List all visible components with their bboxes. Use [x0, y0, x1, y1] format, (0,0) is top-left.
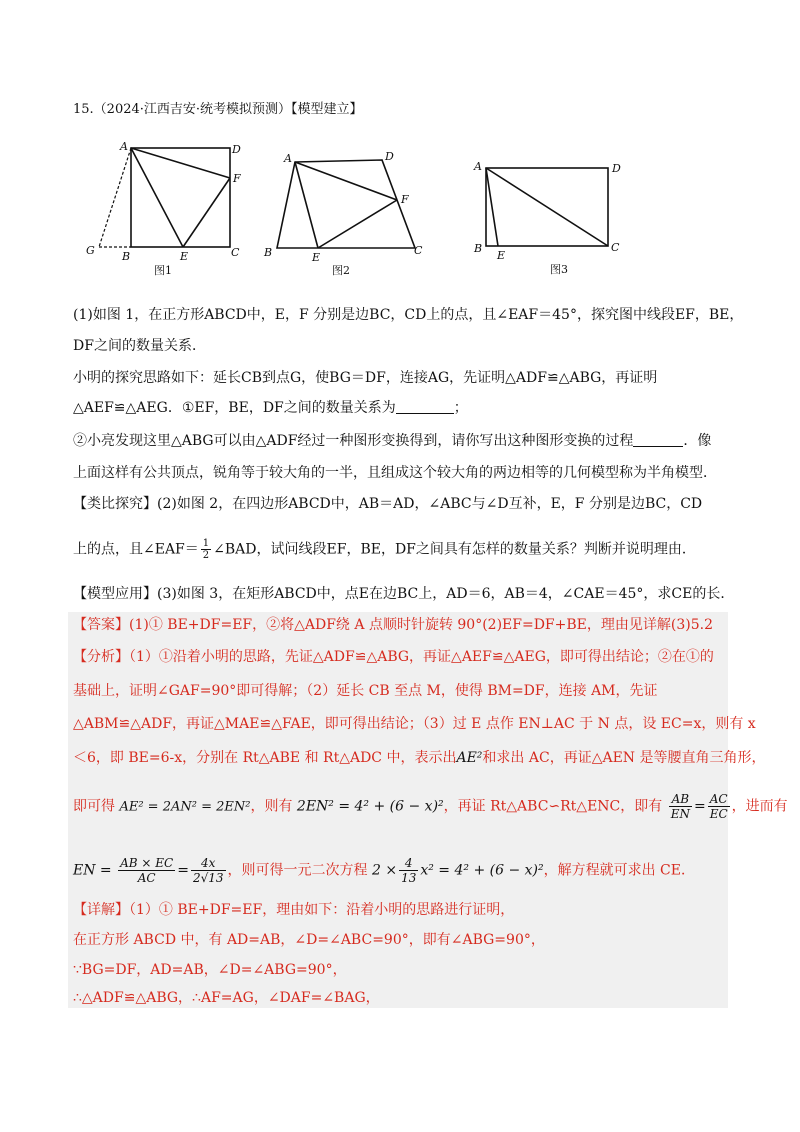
analysis-line-5-end: ，进而有 [731, 798, 788, 815]
fig1-label-A: A [120, 140, 128, 153]
fig3-label-C: C [611, 241, 620, 254]
figure-3 [470, 155, 640, 275]
question-line-8-end: ∠BAD，试问线段EF，BE，DF之间具有怎样的数量关系？判断并说明理由． [213, 541, 696, 558]
question-line-4-end: ； [453, 400, 468, 416]
question-line-8 [73, 538, 696, 561]
detail-line-4: ∴△ADF≌△ABG，∴AF=AG，∠DAF=∠BAG， [73, 990, 380, 1006]
analysis-line-5-text: 即可得 [73, 798, 115, 815]
figure-2 [260, 148, 430, 278]
analysis-line-3: △ABM≌△ADF，再证△MAE≌△FAE，即可得出结论；（3）过 E 点作 EN⊥AC 于 N 点，设 EC=x，则有 x [73, 716, 756, 732]
answer-panel [68, 612, 788, 1008]
frac-4: 4 [399, 856, 418, 871]
analysis-line-6 [73, 856, 695, 885]
question-line-3: 小明的探究思路如下：延长CB到点G，使BG＝DF，连接AG，先证明△ADF≌△ABG，再证明 [73, 370, 658, 386]
question-line-7: 【类比探究】(2)如图 2，在四边形ABCD中，AB＝AD，∠ABC与∠D互补，E，F 分别是边BC，CD [73, 496, 703, 512]
answer-line: 【答案】(1)① BE+DF=EF，②将△ADF绕 A 点顺时针旋转 90°(2)EF=DF+BE，理由见详解(3)5.2 [73, 617, 713, 633]
fig3-label-B: B [474, 242, 483, 255]
analysis-line-2: 基础上，证明∠GAF=90°即可得解；（2）延长 CB 至点 M，使得 BM=DF，连接 AM，先证 [73, 683, 658, 699]
analysis-line-4-text: ＜6，即 BE=6-x，分别在 Rt△ABE 和 Rt△ADC 中，表示出 [73, 750, 457, 766]
fig1-label-F: F [233, 172, 241, 185]
figure-2-drawing [260, 148, 430, 278]
fig2-label-E: E [312, 251, 321, 264]
analysis-line-4 [73, 748, 766, 768]
question-header: 15.（2024·江西吉安·统考模拟预测）【模型建立】 [73, 102, 363, 117]
fig3-caption: 图3 [550, 263, 568, 276]
frac-2sqrt13: 2√13 [192, 871, 224, 885]
fraction-half [201, 538, 211, 561]
frac-4x: 4x [191, 856, 226, 871]
analysis-math-eq2: 2EN² = 4² + (6 − x)² [296, 798, 444, 815]
analysis-eq-sign-2: = [177, 862, 189, 879]
fig3-label-A: A [474, 160, 482, 173]
frac-ab: AB [669, 792, 692, 807]
question-line-5-end: ．像 [683, 433, 712, 449]
answer-blank-2[interactable] [633, 432, 683, 447]
analysis-frac-ac-ec [708, 792, 730, 821]
fig1-caption: 图1 [154, 264, 172, 277]
analysis-line-1: 【分析】（1）①沿着小明的思路，先证△ADF≌△ABG，再证△AEF≌△AEG，即可得出结论；②在①的 [73, 649, 714, 665]
analysis-line-6-end: ，解方程就可求出 CE． [543, 862, 695, 879]
answer-blank-1[interactable] [396, 399, 454, 414]
detail-line-2: 在正方形 ABCD 中，有 AD=AB，∠D=∠ABC=90°，即有∠ABG=90°， [73, 932, 545, 948]
figure-3-drawing [470, 155, 640, 275]
question-line-4 [73, 398, 468, 418]
fig1-label-B: B [122, 250, 131, 263]
analysis-line-4-end: 和求出 AC，再证△AEN 是等腰直角三角形， [482, 750, 766, 766]
fig2-caption: 图2 [332, 264, 350, 277]
fig2-label-B: B [264, 246, 273, 259]
question-line-9: 【模型应用】(3)如图 3，在矩形ABCD中，点E在边BC上，AD＝6，AB＝4，∠CAE＝45°，求CE的长． [73, 586, 735, 602]
analysis-line-5-mid2: ，再证 Rt△ABC∽Rt△ENC，即有 [443, 798, 663, 815]
question-line-5 [73, 431, 711, 451]
question-line-1: (1)如图 1，在正方形ABCD中，E，F 分别是边BC，CD上的点，且∠EAF＝45°，探究图中线段EF，BE， [73, 307, 744, 323]
frac-abec: AB × EC [120, 856, 174, 870]
fig2-label-A: A [284, 152, 292, 165]
analysis-math-ae2: AE² [456, 750, 483, 766]
fig1-label-G: G [86, 244, 95, 257]
analysis-math-en: EN = [73, 862, 112, 879]
analysis-math-eq1: AE² = 2AN² = 2EN² [119, 799, 251, 815]
frac-13: 13 [401, 871, 417, 885]
fig3-label-D: D [612, 162, 621, 175]
question-line-5-text: ②小亮发现这里△ABG可以由△ADF经过一种图形变换得到，请你写出这种图形变换的过程 [73, 433, 634, 449]
detail-line-3: ∵BG=DF，AD=AB，∠D=∠ABG=90°， [73, 962, 347, 978]
question-line-4-text: △AEF≌△AEG．①EF，BE，DF之间的数量关系为 [73, 400, 396, 416]
analysis-frac-ab-en [669, 792, 692, 821]
question-line-8-text: 上的点，且∠EAF＝ [73, 541, 199, 558]
detail-line-1: 【详解】（1）① BE+DF=EF，理由如下：沿着小明的思路进行证明， [73, 902, 515, 918]
analysis-math-quadratic: x² = 4² + (6 − x)² [420, 862, 544, 879]
analysis-frac-4-13 [399, 856, 418, 885]
analysis-line-6-mid: ，则可得一元二次方程 [227, 862, 368, 879]
fraction-half-den: 2 [202, 550, 210, 561]
fig1-label-E: E [180, 250, 189, 263]
fig2-label-F: F [401, 193, 409, 206]
fraction-half-num: 1 [202, 538, 210, 549]
analysis-math-2x: 2 × [371, 862, 398, 879]
analysis-line-5 [73, 792, 788, 821]
analysis-line-5-mid: ，则有 [250, 798, 293, 815]
frac-en: EN [670, 807, 690, 821]
frac-ac2: AC [137, 871, 156, 885]
frac-ec: EC [709, 807, 728, 821]
fig2-label-C: C [414, 244, 423, 257]
question-line-2: DF之间的数量关系． [73, 338, 206, 354]
figure-1-drawing [80, 138, 250, 278]
analysis-eq-sign: = [693, 798, 706, 815]
frac-ac: AC [708, 792, 730, 807]
analysis-frac-4x [191, 856, 226, 885]
analysis-frac-abec-ac [118, 856, 175, 885]
question-line-6: 上面这样有公共顶点，锐角等于较大角的一半，且组成这个较大角的两边相等的几何模型称为半角模型． [73, 465, 717, 481]
fig2-label-D: D [385, 150, 394, 163]
fig1-label-D: D [232, 143, 241, 156]
fig3-label-E: E [497, 249, 506, 262]
figure-1 [80, 138, 250, 278]
fig1-label-C: C [231, 246, 240, 259]
